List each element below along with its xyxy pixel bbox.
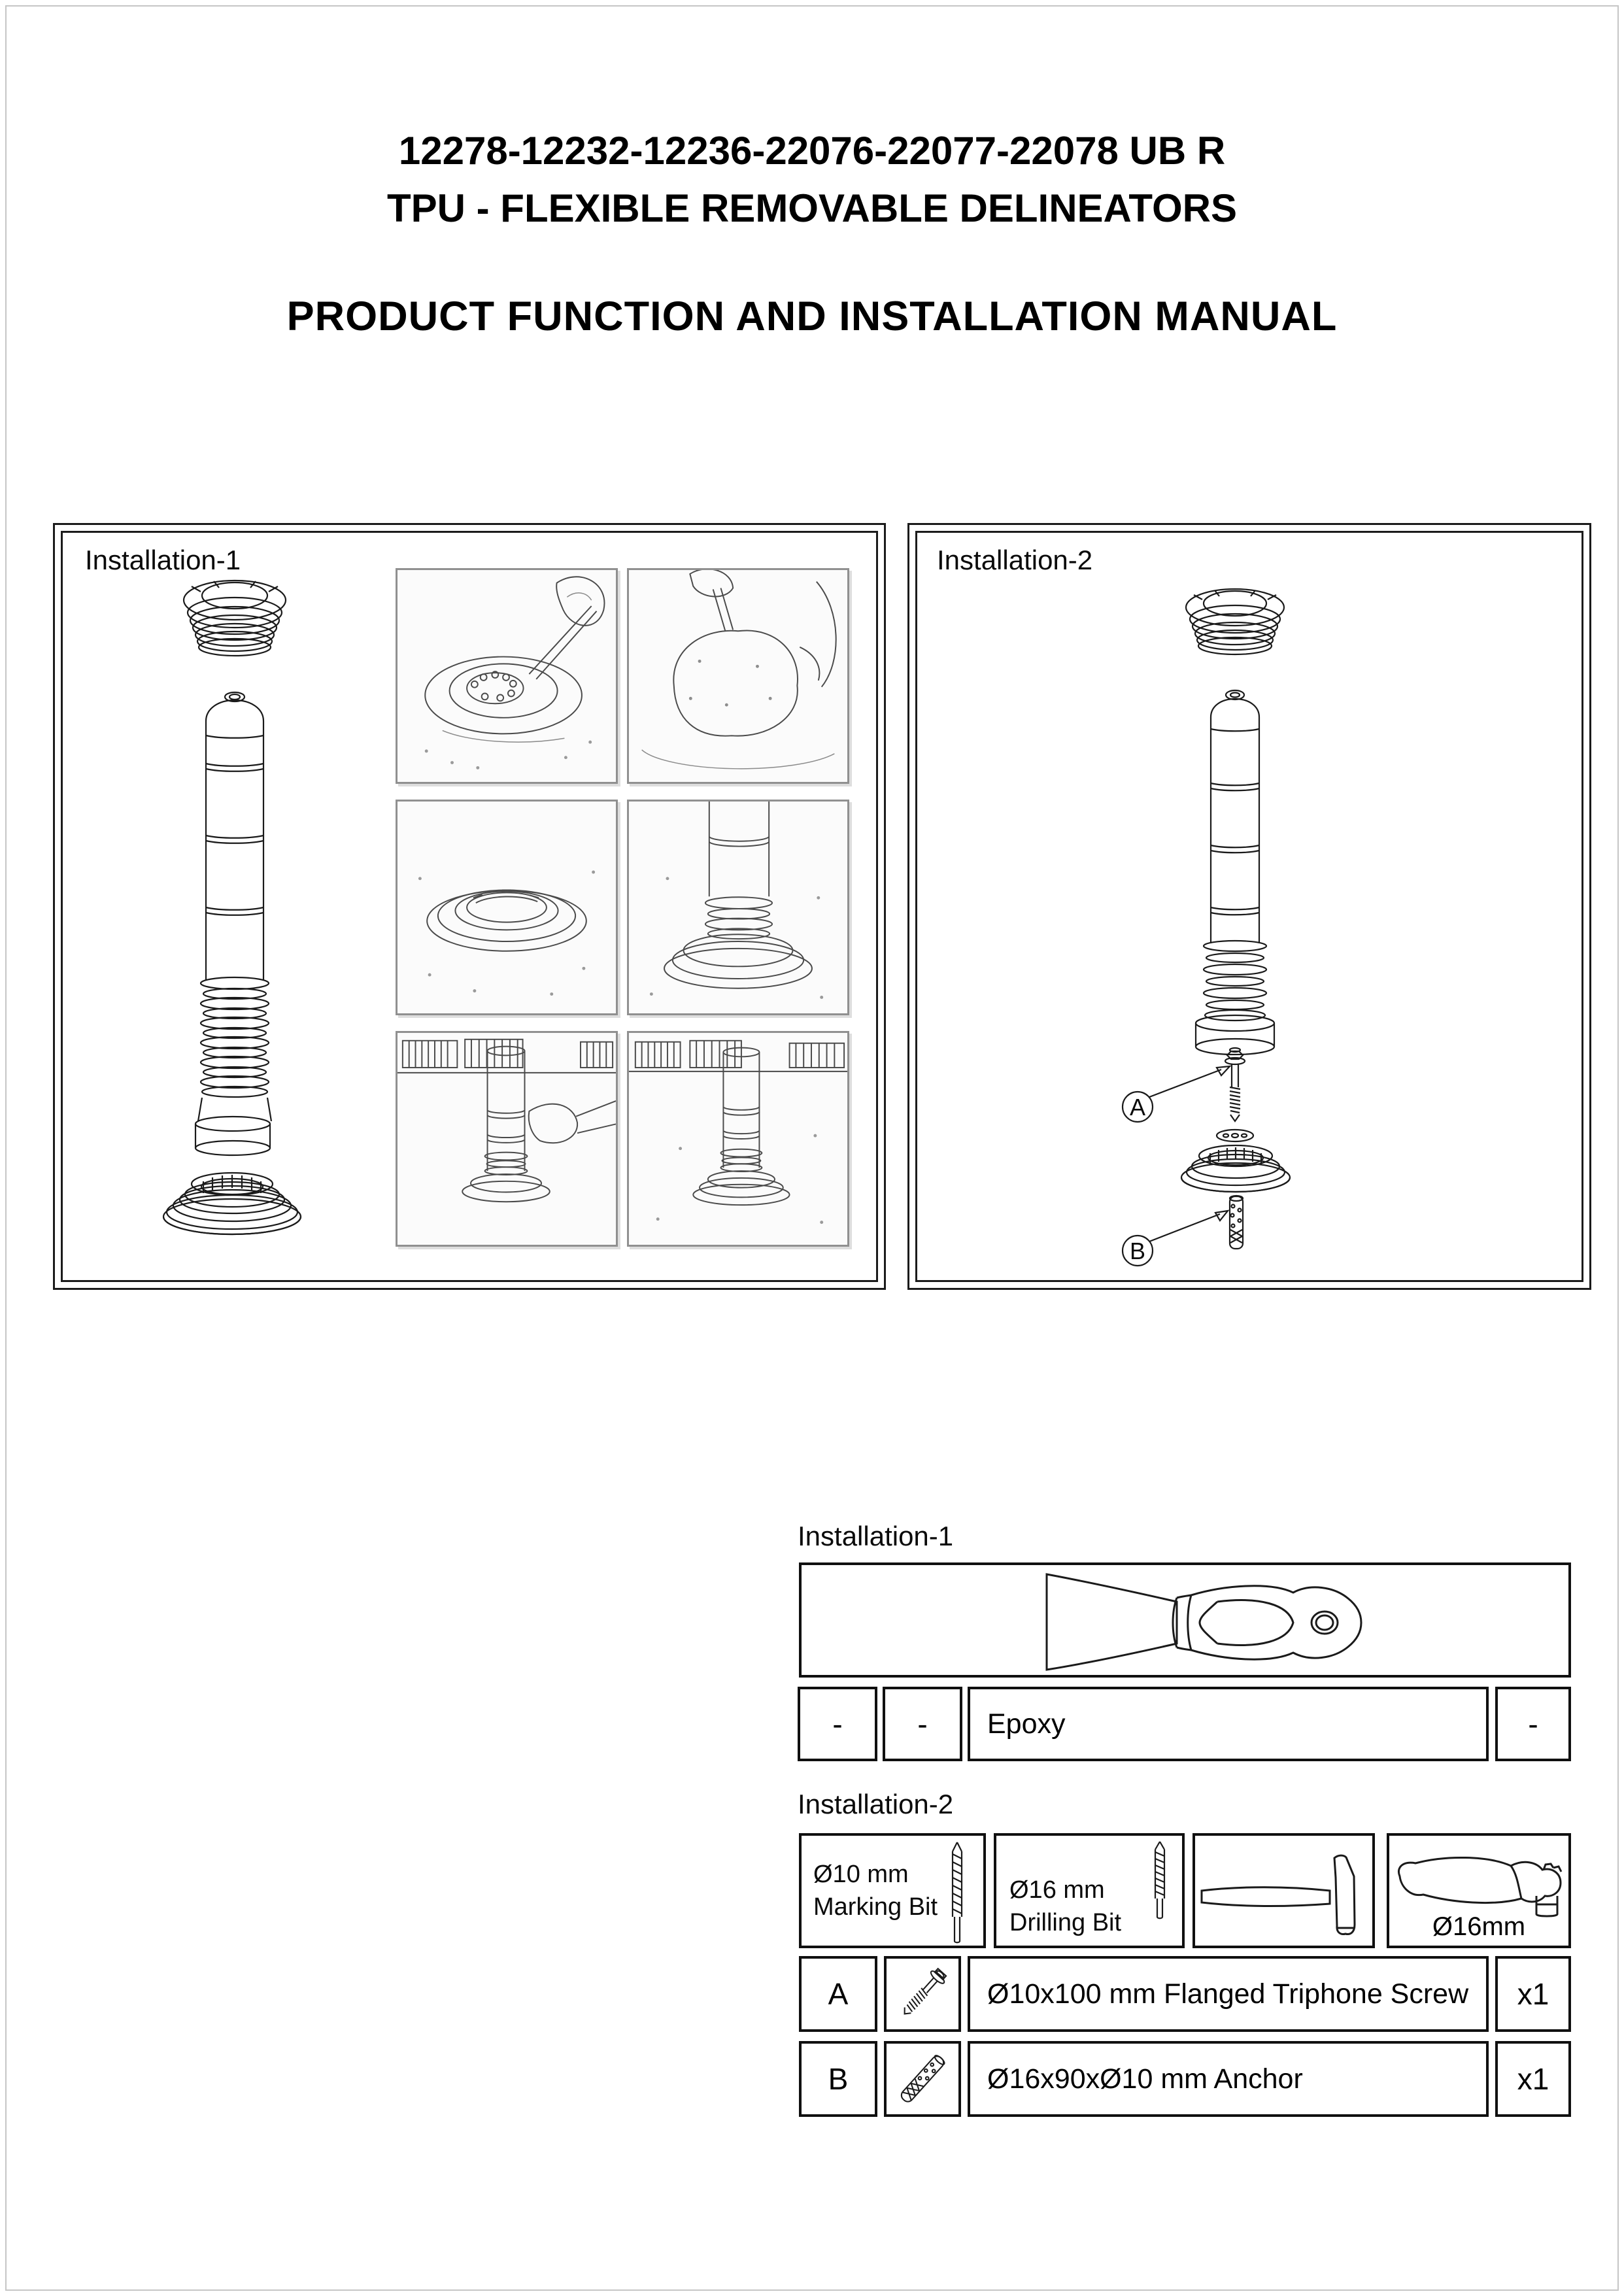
photo-post-being-installed-street	[396, 1031, 618, 1247]
drilling-bit-size: Ø16 mm	[1009, 1876, 1105, 1904]
wall-anchor-icon	[887, 2044, 958, 2114]
tool-box-drilling-bit	[994, 1833, 1185, 1948]
installation-1-panel	[53, 523, 886, 1290]
installation-2-panel-label: Installation-2	[937, 545, 1093, 575]
installation-1-panel-label: Installation-1	[85, 545, 241, 575]
flanged-screw-icon	[887, 1959, 958, 2029]
ratchet-wrench-icon	[1389, 1838, 1568, 1918]
title-line-1: 12278-12232-12236-22076-22077-22078 UB R	[398, 129, 1226, 173]
hammer-icon	[1195, 1836, 1372, 1946]
photo-epoxy-spread-on-ground	[627, 568, 849, 784]
putty-knife-box	[799, 1562, 1571, 1678]
subtitle: PRODUCT FUNCTION AND INSTALLATION MANUAL	[286, 294, 1338, 339]
ratchet-wrench-size-label: Ø16mm	[1432, 1912, 1526, 1941]
photo-base-ring-fixed-on-ground	[396, 800, 618, 1015]
epoxy-row-cell-4: -	[1495, 1687, 1571, 1761]
materials-installation-1-label: Installation-1	[798, 1521, 954, 1551]
marking-bit-name: Marking Bit	[813, 1893, 938, 1921]
part-b-qty-cell: x1	[1495, 2041, 1571, 2117]
part-b-name-cell: Ø16x90xØ10 mm Anchor	[968, 2041, 1489, 2117]
part-a-name-cell: Ø10x100 mm Flanged Triphone Screw	[968, 1956, 1489, 2032]
tool-box-marking-bit	[799, 1833, 986, 1948]
putty-knife-icon	[802, 1565, 1568, 1675]
part-a-id-cell: A	[799, 1956, 877, 2032]
drill-bit-icon	[944, 1840, 970, 1944]
marking-bit-size: Ø10 mm	[813, 1861, 909, 1888]
delineator-screw-anchor-exploded-drawing	[1097, 564, 1313, 1270]
photo-installed-delineator-street	[627, 1031, 849, 1247]
part-a-qty-cell: x1	[1495, 1956, 1571, 2032]
part-b-icon-cell	[884, 2041, 961, 2117]
drilling-bit-name: Drilling Bit	[1009, 1909, 1122, 1936]
materials-installation-2-label: Installation-2	[798, 1789, 954, 1819]
drill-bit-icon	[1147, 1840, 1173, 1919]
delineator-exploded-drawing	[159, 564, 313, 1257]
installation-2-panel	[907, 523, 1591, 1290]
tool-box-hammer	[1193, 1833, 1375, 1948]
epoxy-row-cell-1: -	[798, 1687, 877, 1761]
tool-box-ratchet-wrench	[1387, 1833, 1571, 1948]
photo-epoxy-applied-to-base-ring	[396, 568, 618, 784]
epoxy-row-cell-2: -	[883, 1687, 962, 1761]
epoxy-row-name-cell: Epoxy	[968, 1687, 1489, 1761]
callout-b-label: B	[1129, 1238, 1146, 1264]
title-line-2: TPU - FLEXIBLE REMOVABLE DELINEATORS	[386, 186, 1238, 230]
part-a-icon-cell	[884, 1956, 961, 2032]
callout-a-label: A	[1129, 1094, 1146, 1121]
photo-post-inserted-into-base	[627, 800, 849, 1015]
part-b-id-cell: B	[799, 2041, 877, 2117]
